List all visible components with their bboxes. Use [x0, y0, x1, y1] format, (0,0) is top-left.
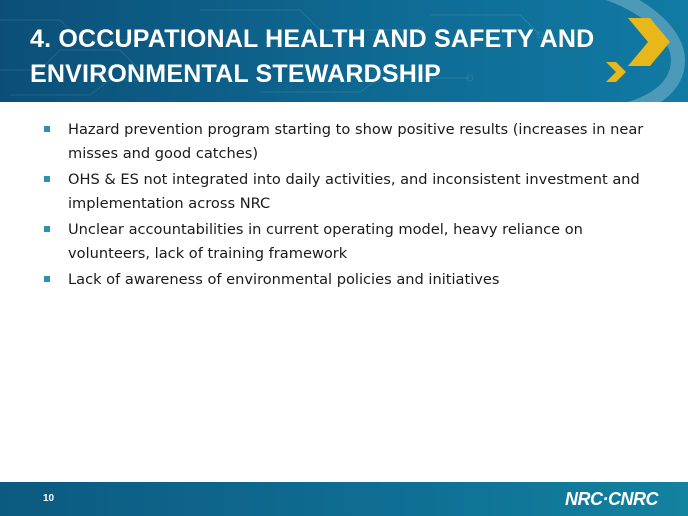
square-bullet-icon [44, 276, 50, 282]
bullet-text: Hazard prevention program starting to show positive results (increases in near misses and good catches) [68, 121, 644, 162]
bullet-text: OHS & ES not integrated into daily activities, and inconsistent investment and implementation across NRC [68, 171, 640, 212]
page-number: 10 [43, 493, 55, 504]
slide-header [0, 0, 688, 102]
bullet-list [40, 118, 650, 292]
nrc-cnrc-logo: NRC·CNRC [565, 489, 658, 509]
square-bullet-icon [44, 126, 50, 132]
square-bullet-icon [44, 226, 50, 232]
bullet-item [40, 218, 650, 265]
slide-body [40, 118, 650, 295]
bullet-item [40, 118, 650, 165]
bullet-item [40, 268, 650, 292]
slide-title: 4. OCCUPATIONAL HEALTH AND SAFETY AND ENVIRONMENTAL STEWARDSHIP [30, 25, 595, 88]
bullet-text: Unclear accountabilities in current operating model, heavy reliance on volunteers, lack of training framework [68, 221, 583, 262]
slide-footer [0, 482, 688, 516]
square-bullet-icon [44, 176, 50, 182]
bullet-item [40, 168, 650, 215]
bullet-text: Lack of awareness of environmental policies and initiatives [68, 271, 500, 288]
chevron-logo-graphic [578, 0, 688, 102]
